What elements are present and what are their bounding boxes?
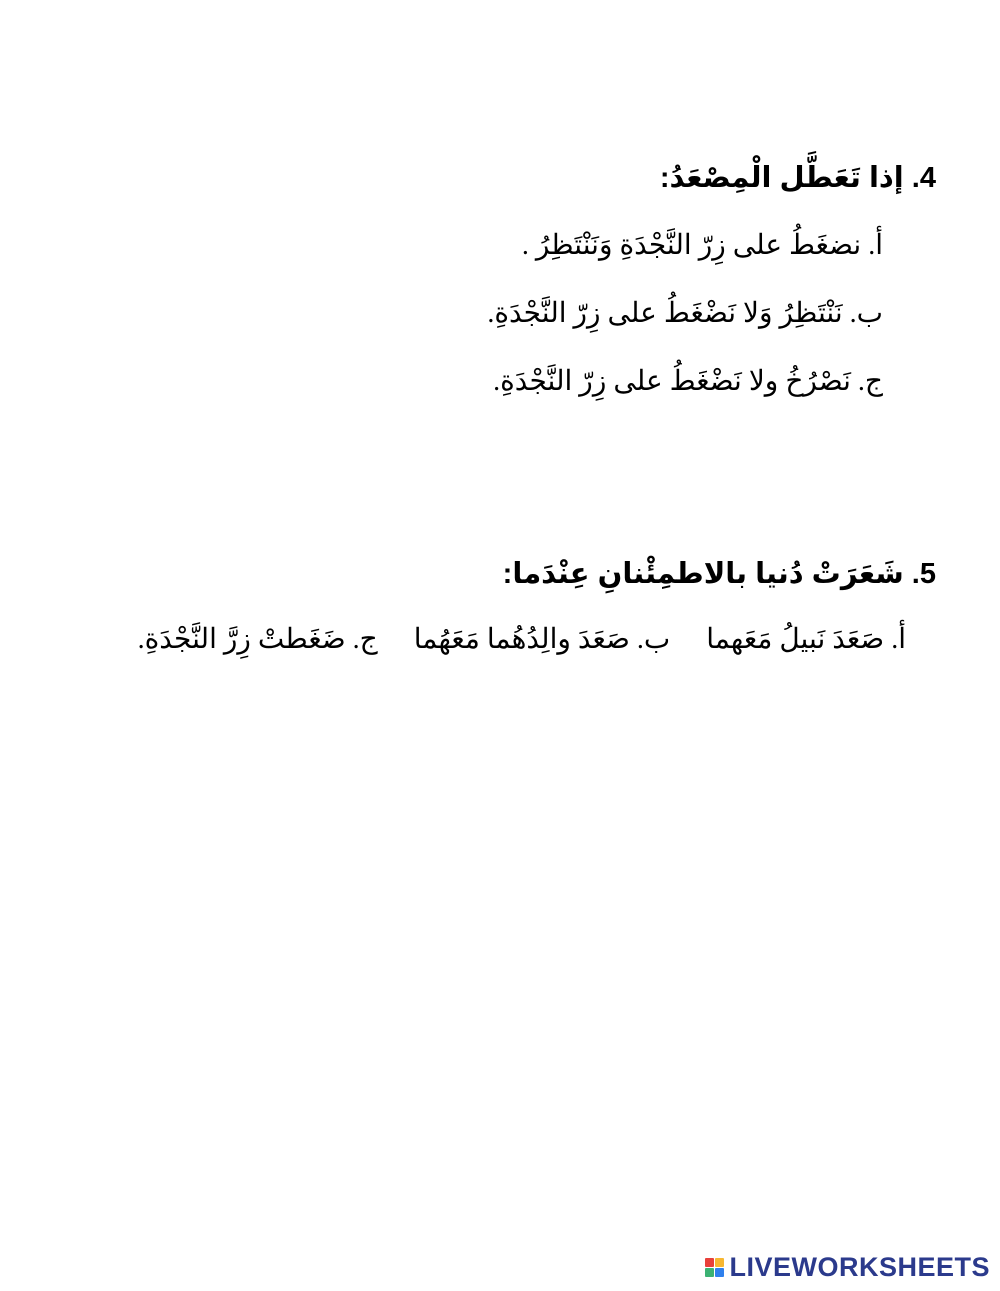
question-5-option-c[interactable]: ج. ضَغَطتْ زِرَّ النَّجْدَةِ. [137, 624, 378, 655]
question-5-option-a[interactable]: أ. صَعَدَ نَبيلُ مَعَهما [706, 624, 906, 655]
question-4-option-b[interactable]: ب. نَنْتَظِرُ وَلا نَضْغَطُ على زِرّ النَّجْدَةِ. [487, 298, 883, 329]
liveworksheets-logo-icon [705, 1258, 724, 1277]
question-4-title: 4. إذا تَعَطَّل الْمِصْعَدُ: [659, 162, 936, 194]
logo-square-red [705, 1258, 714, 1267]
logo-text: LIVEWORKSHEETS [729, 1252, 990, 1282]
logo-square-blue [715, 1268, 724, 1277]
logo-square-yellow [715, 1258, 724, 1267]
question-4-option-c[interactable]: ج. نَصْرُخُ ولا نَضْغَطُ على زِرّ النَّجْدَةِ. [493, 366, 883, 397]
question-5-options [138, 622, 906, 656]
question-4-option-a[interactable]: أ. نضغَطُ على زِرّ النَّجْدَةِ وَنَنْتَظِرُ . [521, 230, 883, 261]
question-5-title: 5. شَعَرَتْ دُنيا بالاطمِئْنانِ عِنْدَما: [502, 558, 936, 590]
question-5-option-b[interactable]: ب. صَعَدَ والِدُهُما مَعَهُما [413, 624, 671, 655]
liveworksheets-logo [705, 1252, 990, 1283]
logo-square-green [705, 1268, 714, 1277]
